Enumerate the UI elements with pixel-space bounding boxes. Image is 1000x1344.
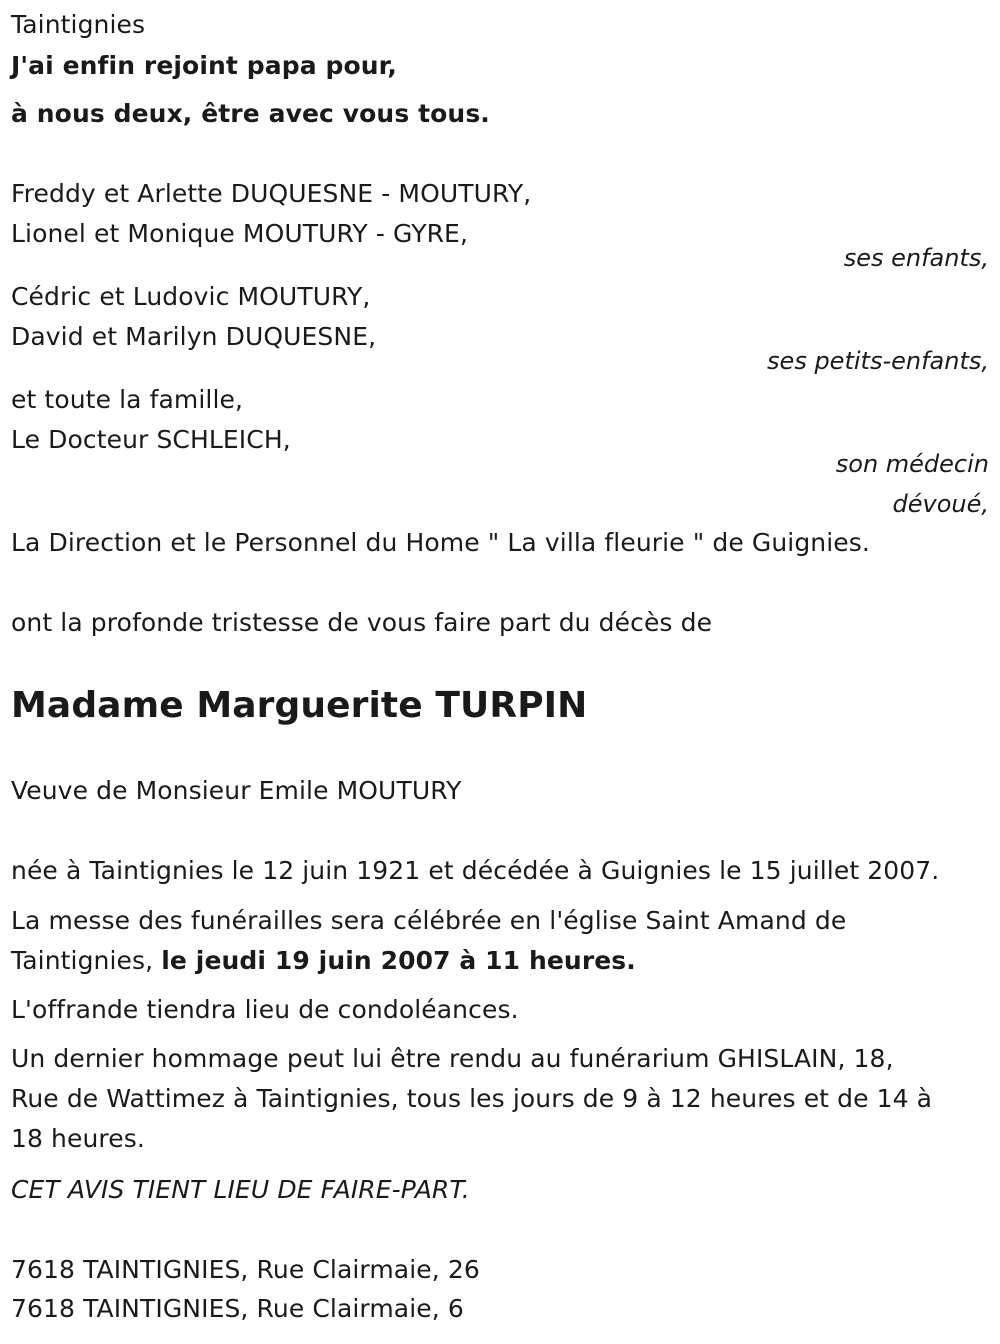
mass-line-1: La messe des funérailles sera célébrée en l'église Saint Amand de [11, 906, 847, 935]
child-2: Lionel et Monique MOUTURY - GYRE, [11, 219, 468, 248]
quote-line-2: à nous deux, être avec vous tous. [11, 99, 490, 128]
tribute-line-2: Rue de Wattimez à Taintignies, tous les jours de 9 à 12 heures et de 14 à [11, 1084, 933, 1113]
tribute-line-3: 18 heures. [11, 1124, 145, 1153]
doctor-role-line-1: son médecin [835, 450, 989, 478]
address-2: 7618 TAINTIGNIES, Rue Clairmaie, 6 [11, 1294, 464, 1323]
notice-line: CET AVIS TIENT LIEU DE FAIRE-PART. [11, 1175, 470, 1204]
grandchild-2: David et Marilyn DUQUESNE, [11, 322, 377, 351]
widow-line: Veuve de Monsieur Emile MOUTURY [11, 776, 462, 805]
grandchildren-role: ses petits-enfants, [767, 347, 989, 375]
children-role: ses enfants, [843, 244, 989, 272]
intro-line: ont la profonde tristesse de vous faire part du décès de [11, 608, 713, 637]
child-1: Freddy et Arlette DUQUESNE - MOUTURY, [11, 179, 532, 208]
mass-date-time: le jeudi 19 juin 2007 à 11 heures. [161, 946, 636, 975]
tribute-line-1: Un dernier hommage peut lui être rendu au funérarium GHISLAIN, 18, [11, 1044, 894, 1073]
birth-death-line: née à Taintignies le 12 juin 1921 et décédée à Guignies le 15 juillet 2007. [11, 856, 940, 885]
home-line: La Direction et le Personnel du Home " La villa fleurie " de Guignies. [11, 528, 870, 557]
doctor-line: Le Docteur SCHLEICH, [11, 425, 291, 454]
city-header: Taintignies [11, 10, 146, 39]
deceased-name: Madame Marguerite TURPIN [11, 685, 588, 726]
grandchild-1: Cédric et Ludovic MOUTURY, [11, 282, 371, 311]
mass-line-2 [11, 946, 636, 976]
address-1: 7618 TAINTIGNIES, Rue Clairmaie, 26 [11, 1255, 480, 1284]
mass-line-2-prefix: Taintignies, [11, 946, 162, 975]
quote-line-1: J'ai enfin rejoint papa pour, [11, 51, 398, 80]
doctor-role-line-2: dévoué, [892, 490, 989, 518]
family-line: et toute la famille, [11, 385, 244, 414]
offering-line: L'offrande tiendra lieu de condoléances. [11, 995, 519, 1024]
